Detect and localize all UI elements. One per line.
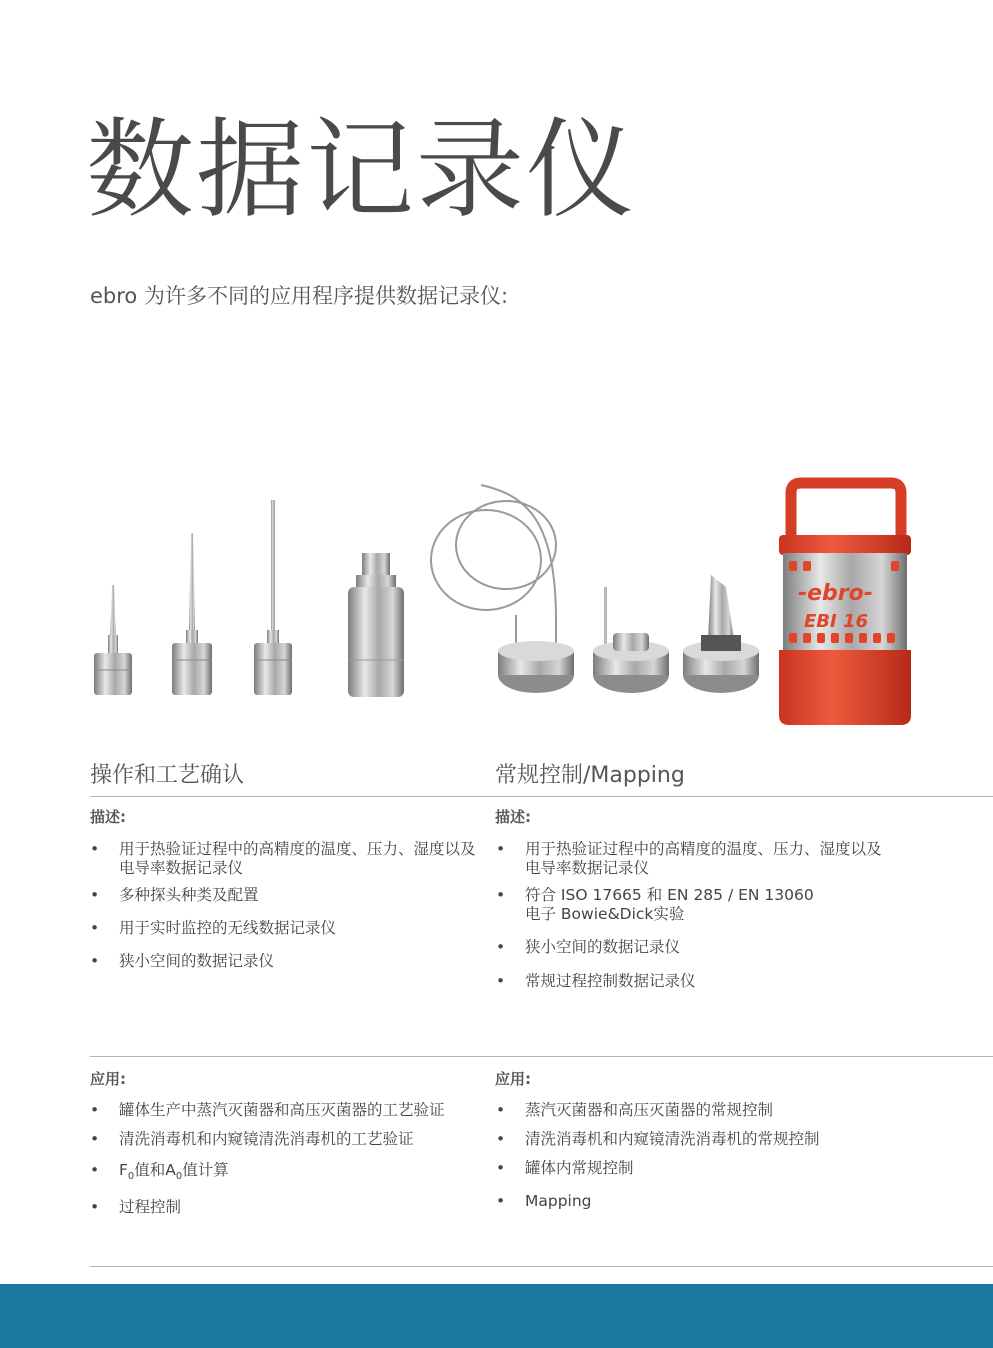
- page-title: 数据记录仪: [86, 108, 637, 233]
- logger-disc-needle: [593, 587, 669, 693]
- list-item: • 过程控制: [90, 1198, 490, 1217]
- list-item: • 用于热验证过程中的高精度的温度、压力、湿度以及电导率数据记录仪: [90, 840, 490, 878]
- right-desc-label: 描述:: [495, 808, 531, 826]
- right-desc-list: [496, 840, 896, 991]
- logger-pressure: [348, 553, 404, 697]
- list-item: • 清洗消毒机和内窥镜清洗消毒机的工艺验证: [90, 1130, 490, 1149]
- footer-bar: [0, 1284, 993, 1348]
- logger-ebi16: [779, 483, 911, 725]
- divider: [90, 796, 993, 797]
- logger-wire-probe: [431, 485, 556, 650]
- product-photo: [86, 475, 993, 745]
- right-app-label: 应用:: [495, 1070, 531, 1088]
- logger-brand-text: -ebro-: [798, 581, 873, 606]
- list-item: • 罐体生产中蒸汽灭菌器和高压灭菌器的工艺验证: [90, 1101, 490, 1120]
- divider: [90, 1266, 993, 1267]
- logger-medium-probe: [172, 533, 212, 695]
- divider: [90, 1056, 993, 1057]
- right-section-title: 常规控制/Mapping: [495, 763, 685, 788]
- logger-disc-cone: [683, 575, 759, 693]
- list-item: • 狭小空间的数据记录仪: [90, 952, 490, 971]
- list-item-f-value: • $F_0$值和$A_0$值计算: [90, 1161, 490, 1186]
- list-item: • 用于热验证过程中的高精度的温度、压力、湿度以及电导率数据记录仪: [496, 840, 896, 878]
- list-item: • Mapping: [496, 1192, 936, 1211]
- page-subtitle: ebro 为许多不同的应用程序提供数据记录仪:: [90, 284, 509, 308]
- list-item: • 多种探头种类及配置: [90, 886, 490, 905]
- left-desc-label: 描述:: [90, 808, 126, 826]
- list-item: • 用于实时监控的无线数据记录仪: [90, 919, 490, 938]
- list-item: • 狭小空间的数据记录仪: [496, 938, 896, 957]
- logger-long-probe: [254, 500, 292, 695]
- logger-short-probe: [94, 585, 132, 695]
- list-item: • 常规过程控制数据记录仪: [496, 972, 896, 991]
- left-app-list: [90, 1101, 490, 1217]
- left-desc-list: [90, 840, 490, 971]
- list-item: • 符合 ISO 17665 和 EN 285 / EN 13060 电子 Bowie&Dick实验: [496, 886, 896, 924]
- list-item: • 清洗消毒机和内窥镜清洗消毒机的常规控制: [496, 1130, 936, 1149]
- logger-model-text: EBI 16: [804, 611, 869, 632]
- left-section-title: 操作和工艺确认: [90, 763, 245, 788]
- right-app-list: [496, 1101, 936, 1211]
- left-app-label: 应用:: [90, 1070, 126, 1088]
- list-item: • 罐体内常规控制: [496, 1159, 936, 1178]
- list-item: • 蒸汽灭菌器和高压灭菌器的常规控制: [496, 1101, 936, 1120]
